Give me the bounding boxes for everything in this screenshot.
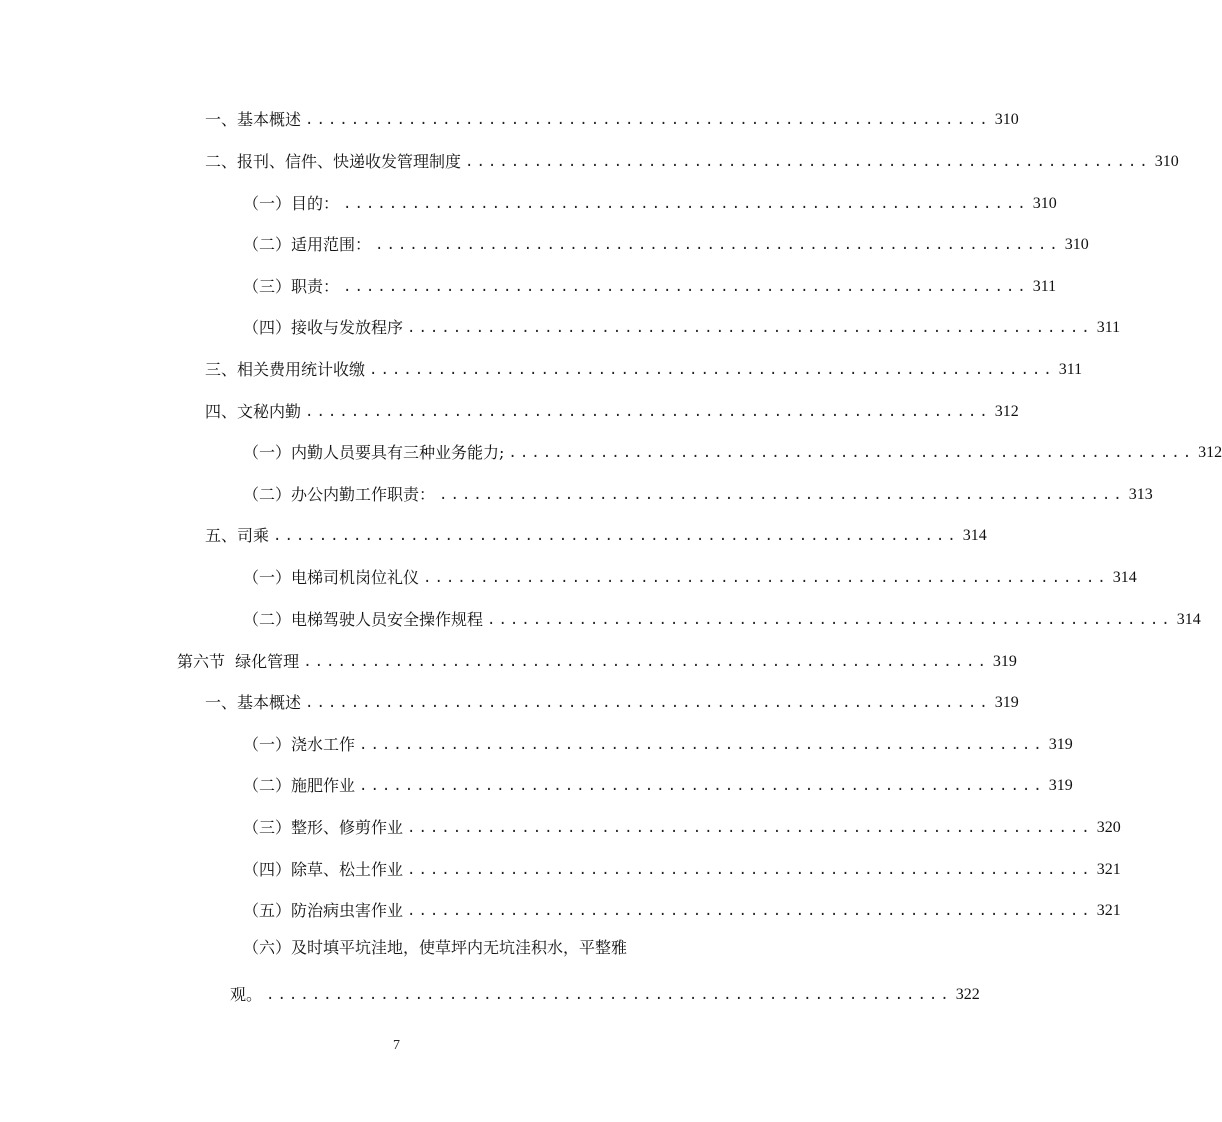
toc-entry-title: 三、相关费用统计收缴 bbox=[205, 360, 366, 379]
toc-entry[interactable] bbox=[243, 312, 1121, 338]
toc-leader-dots: ............................................................ bbox=[369, 362, 1055, 378]
toc-entry-title: 一、基本概述 bbox=[205, 693, 302, 712]
toc-entry-page: 312 bbox=[994, 403, 1019, 420]
toc-entry-page: 312 bbox=[1198, 444, 1222, 461]
toc-entry-page: 320 bbox=[1096, 819, 1121, 836]
toc-entry-page: 321 bbox=[1096, 902, 1121, 919]
toc-entry-title: 二、报刊、信件、快递收发管理制度 bbox=[205, 152, 462, 171]
toc-entry-title: 五、司乘 bbox=[205, 526, 270, 545]
toc-entry-page: 311 bbox=[1032, 278, 1057, 295]
toc-leader-dots: ............................................................ bbox=[465, 154, 1151, 170]
toc-entry-title: （二）电梯驾驶人员安全操作规程 bbox=[243, 610, 484, 629]
toc-leader-dots: ............................................................ bbox=[305, 695, 991, 711]
toc-leader-dots: ............................................................ bbox=[407, 320, 1093, 336]
toc-leader-dots: ............................................................ bbox=[359, 737, 1045, 753]
toc-entry[interactable] bbox=[243, 854, 1121, 880]
toc-entry-title: （一）浇水工作 bbox=[243, 735, 356, 754]
toc-entry-wrapped-line2[interactable] bbox=[230, 979, 980, 1005]
toc-entry-page: 310 bbox=[994, 111, 1019, 128]
toc-leader-dots: ............................................................ bbox=[266, 987, 952, 1003]
toc-leader-dots: ............................................................ bbox=[273, 528, 959, 544]
toc-leader-dots: ............................................................ bbox=[439, 487, 1125, 503]
toc-entry-page: 319 bbox=[992, 653, 1017, 670]
toc-leader-dots: ............................................................ bbox=[487, 612, 1173, 628]
toc-entry[interactable] bbox=[205, 146, 1179, 172]
toc-entry-page: 319 bbox=[1048, 777, 1073, 794]
toc-entry[interactable] bbox=[205, 104, 1019, 130]
toc-entry-page: 313 bbox=[1128, 486, 1153, 503]
toc-entry-page: 310 bbox=[1064, 236, 1089, 253]
toc-leader-dots: ............................................................ bbox=[343, 279, 1029, 295]
toc-entry[interactable] bbox=[205, 354, 1083, 380]
toc-entry-title: 第六节 绿化管理 bbox=[177, 652, 300, 671]
toc-entry-title: （三）职责： bbox=[243, 277, 340, 296]
toc-leader-dots: ............................................................ bbox=[305, 112, 991, 128]
toc-entry-page: 319 bbox=[994, 694, 1019, 711]
toc-entry-title: 一、基本概述 bbox=[205, 110, 302, 129]
toc-entry-title: （一）目的： bbox=[243, 194, 340, 213]
toc-entry-title: （三）整形、修剪作业 bbox=[243, 818, 404, 837]
toc-entry[interactable] bbox=[205, 520, 987, 546]
toc-entry-section[interactable] bbox=[177, 646, 1017, 672]
toc-entry-page: 311 bbox=[1058, 361, 1083, 378]
page-number: 7 bbox=[393, 1038, 400, 1053]
toc-entry[interactable] bbox=[243, 895, 1121, 921]
toc-entry-page: 321 bbox=[1096, 861, 1121, 878]
toc-leader-dots: ............................................................ bbox=[359, 778, 1045, 794]
toc-entry-page: 310 bbox=[1032, 195, 1057, 212]
toc-leader-dots: ............................................................ bbox=[407, 903, 1093, 919]
toc-leader-dots: ............................................................ bbox=[305, 404, 991, 420]
toc-leader-dots: ............................................................ bbox=[407, 820, 1093, 836]
toc-leader-dots: ............................................................ bbox=[303, 654, 989, 670]
toc-leader-dots: ............................................................ bbox=[407, 862, 1093, 878]
toc-entry-title: （二）适用范围： bbox=[243, 235, 372, 254]
toc-entry-title: （四）接收与发放程序 bbox=[243, 318, 404, 337]
toc-entry-page: 314 bbox=[1112, 569, 1137, 586]
toc-entry-title: （一）内勤人员要具有三种业务能力; bbox=[243, 443, 505, 462]
toc-entry[interactable] bbox=[243, 770, 1073, 796]
toc-entry[interactable] bbox=[243, 604, 1201, 630]
toc-entry-title: （二）施肥作业 bbox=[243, 776, 356, 795]
toc-entry-page: 314 bbox=[962, 527, 987, 544]
toc-entry[interactable] bbox=[243, 437, 1222, 463]
toc-entry[interactable] bbox=[243, 812, 1121, 838]
toc-leader-dots: ............................................................ bbox=[375, 237, 1061, 253]
toc-entry-page: 314 bbox=[1176, 611, 1201, 628]
toc-entry-title: （五）防治病虫害作业 bbox=[243, 901, 404, 920]
toc-entry[interactable] bbox=[243, 479, 1153, 505]
toc-leader-dots: ............................................................ bbox=[423, 570, 1109, 586]
toc-entry-page: 310 bbox=[1154, 153, 1179, 170]
toc-entry-wrapped-line1[interactable] bbox=[243, 938, 673, 964]
toc-entry[interactable] bbox=[205, 396, 1019, 422]
toc-entry[interactable] bbox=[243, 188, 1057, 214]
toc-entry[interactable] bbox=[205, 687, 1019, 713]
toc-entry-title: 四、文秘内勤 bbox=[205, 402, 302, 421]
toc-leader-dots: ............................................................ bbox=[508, 445, 1195, 461]
toc-leader-dots: ............................................................ bbox=[343, 196, 1029, 212]
toc-entry-title: （一）电梯司机岗位礼仪 bbox=[243, 568, 420, 587]
toc-entry-title: （四）除草、松土作业 bbox=[243, 860, 404, 879]
toc-entry[interactable] bbox=[243, 271, 1057, 297]
toc-entry-page: 319 bbox=[1048, 736, 1073, 753]
toc-entry-page: 311 bbox=[1096, 319, 1121, 336]
toc-entry-page: 322 bbox=[955, 986, 980, 1003]
toc-entry[interactable] bbox=[243, 729, 1073, 755]
toc-entry[interactable] bbox=[243, 229, 1089, 255]
toc-entry-title: （二）办公内勤工作职责： bbox=[243, 485, 436, 504]
toc-entry[interactable] bbox=[243, 562, 1137, 588]
toc-entry-title-part1: （六）及时填平坑洼地，使草坪内无坑洼积水，平整雅 bbox=[243, 938, 628, 957]
toc-entry-title-part2: 观。 bbox=[230, 985, 263, 1004]
